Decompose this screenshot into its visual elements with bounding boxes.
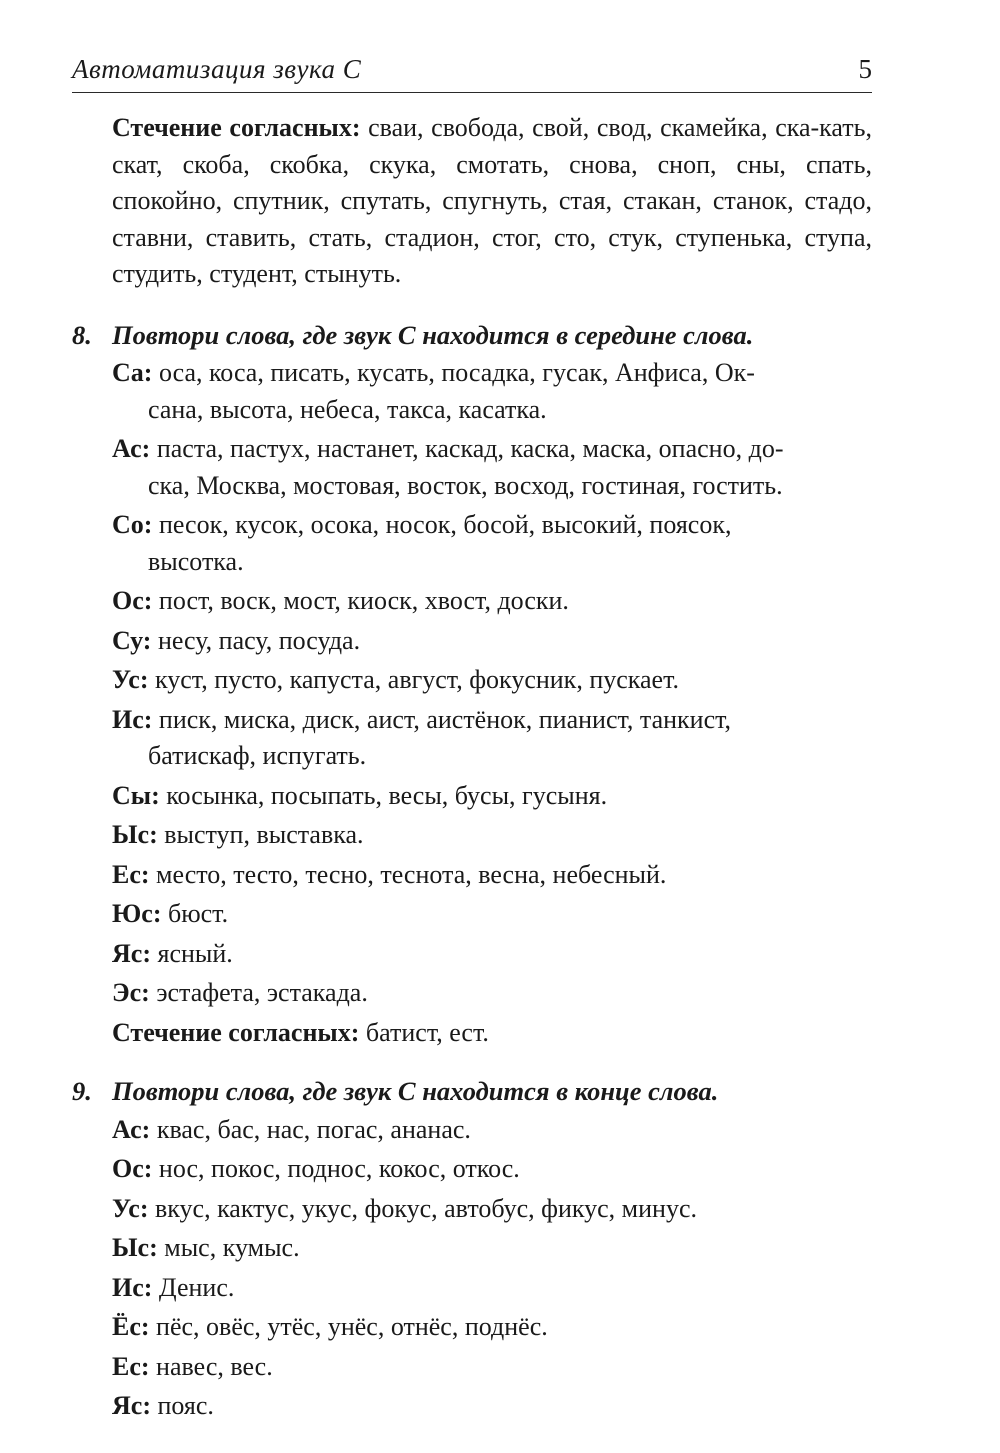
word-row [72,896,872,933]
word-row [72,936,872,973]
row-label: Ас: [112,1114,151,1144]
intro-text: сваи, свобода, свой, свод, скамейка, ска-кать, скат, скоба, скобка, скука, смотать, снова, сноп, сны, спать, спокойно, спутник, спутать, спугнуть, стая, стакан, станок, стадо, ставни, ставить, стать, стадион, стог, сто, стук, ступенька, ступа, студить, студент, стынуть. [112,113,872,288]
word-row [72,507,872,580]
row-label: Яс: [112,1391,151,1420]
exercise-9-rows [72,1112,872,1425]
row-label: Со: [112,510,153,539]
row-words-continued: сана, высота, небеса, такса, касатка. [148,394,547,424]
row-label: Юс: [112,899,162,928]
word-row [72,975,872,1012]
row-label: Ус: [112,665,149,694]
word-row [72,1151,872,1188]
row-words: паста, пастух, настанет, каскад, каска, маска, опасно, до- [150,434,784,463]
row-label: Сы: [112,780,160,810]
row-words: квас, бас, нас, погас, ананас. [150,1114,471,1144]
row-words: навес, вес. [149,1351,273,1381]
row-words: писк, миска, диск, аист, аистёнок, пианист, танкист, [152,704,732,734]
row-words: Денис. [152,1272,235,1302]
running-title: Автоматизация звука С [72,54,362,84]
row-words: куст, пусто, капуста, август, фокусник, пускает. [148,665,679,694]
row-label: Ес: [112,859,150,889]
exercise-9-number: 9. [72,1076,92,1106]
row-words: несу, пасу, посуда. [151,625,361,655]
row-label: Ис: [112,1272,153,1302]
word-row [72,662,872,699]
row-label: Ыс: [112,1233,158,1262]
row-words: песок, кусок, осока, носок, босой, высокий, поясок, [152,510,732,539]
exercise-8 [72,317,872,1052]
word-row [72,355,872,428]
row-words: мыс, кумыс. [157,1233,300,1262]
row-label: Ус: [112,1193,149,1223]
word-row [72,1191,872,1228]
row-words: место, тесто, тесно, теснота, весна, небесный. [149,859,667,889]
word-row [72,1015,872,1052]
intro-paragraph [72,110,872,293]
intro-label: Стечение согласных: [112,113,361,142]
row-words: вкус, кактус, укус, фокус, автобус, фикус, минус. [148,1193,697,1223]
row-words-continued: ска, Москва, мостовая, восток, восход, гостиная, гостить. [148,470,783,500]
page-content [72,110,872,1447]
row-label: Стечение согласных: [112,1017,360,1047]
row-label: Су: [112,625,152,655]
row-words: нос, покос, поднос, кокос, откос. [152,1154,520,1183]
row-label: Са: [112,358,153,387]
row-label: Ос: [112,586,153,615]
row-words: косынка, посыпать, весы, бусы, гусыня. [159,780,608,810]
word-row [72,778,872,815]
exercise-8-heading [72,317,872,354]
exercise-8-number: 8. [72,319,92,350]
page-number: 5 [858,54,872,84]
row-words-continued: батискаф, испугать. [148,741,367,770]
word-row [72,1270,872,1307]
row-words: пёс, овёс, утёс, унёс, отнёс, поднёс. [149,1312,548,1341]
row-words: оса, коса, писать, кусать, посадка, гусак, Анфиса, Ок- [152,358,755,387]
word-row [72,1388,872,1425]
exercise-9-heading [72,1073,872,1110]
row-label: Ос: [112,1154,153,1183]
row-label: Яс: [112,938,151,968]
word-row [72,702,872,775]
word-row [72,623,872,660]
word-row [72,431,872,504]
word-row [72,1349,872,1386]
row-words: бюст. [161,899,229,928]
word-row [72,857,872,894]
exercise-8-rows [72,355,872,1051]
row-words: пост, воск, мост, киоск, хвост, доски. [152,586,569,615]
row-words: пояс. [150,1391,214,1420]
word-row [72,1309,872,1346]
word-row [72,1112,872,1149]
row-words: ясный. [150,938,233,968]
row-words: батист, ест. [359,1017,489,1047]
row-label: Ёс: [112,1312,150,1341]
word-row [72,817,872,854]
exercise-9 [72,1073,872,1425]
row-label: Ас: [112,434,151,463]
row-label: Ис: [112,704,153,734]
row-label: Эс: [112,978,150,1007]
row-label: Ес: [112,1351,150,1381]
row-label: Ыс: [112,820,158,849]
word-row [72,1230,872,1267]
exercise-9-title: Повтори слова, где звук С находится в конце слова. [112,1076,719,1106]
exercise-8-title: Повтори слова, где звук С находится в середине слова. [112,319,754,350]
row-words-continued: высотка. [148,546,244,576]
row-words: выступ, выставка. [157,820,364,849]
word-row [72,583,872,620]
running-header [72,52,872,93]
row-words: эстафета, эстакада. [149,978,368,1007]
